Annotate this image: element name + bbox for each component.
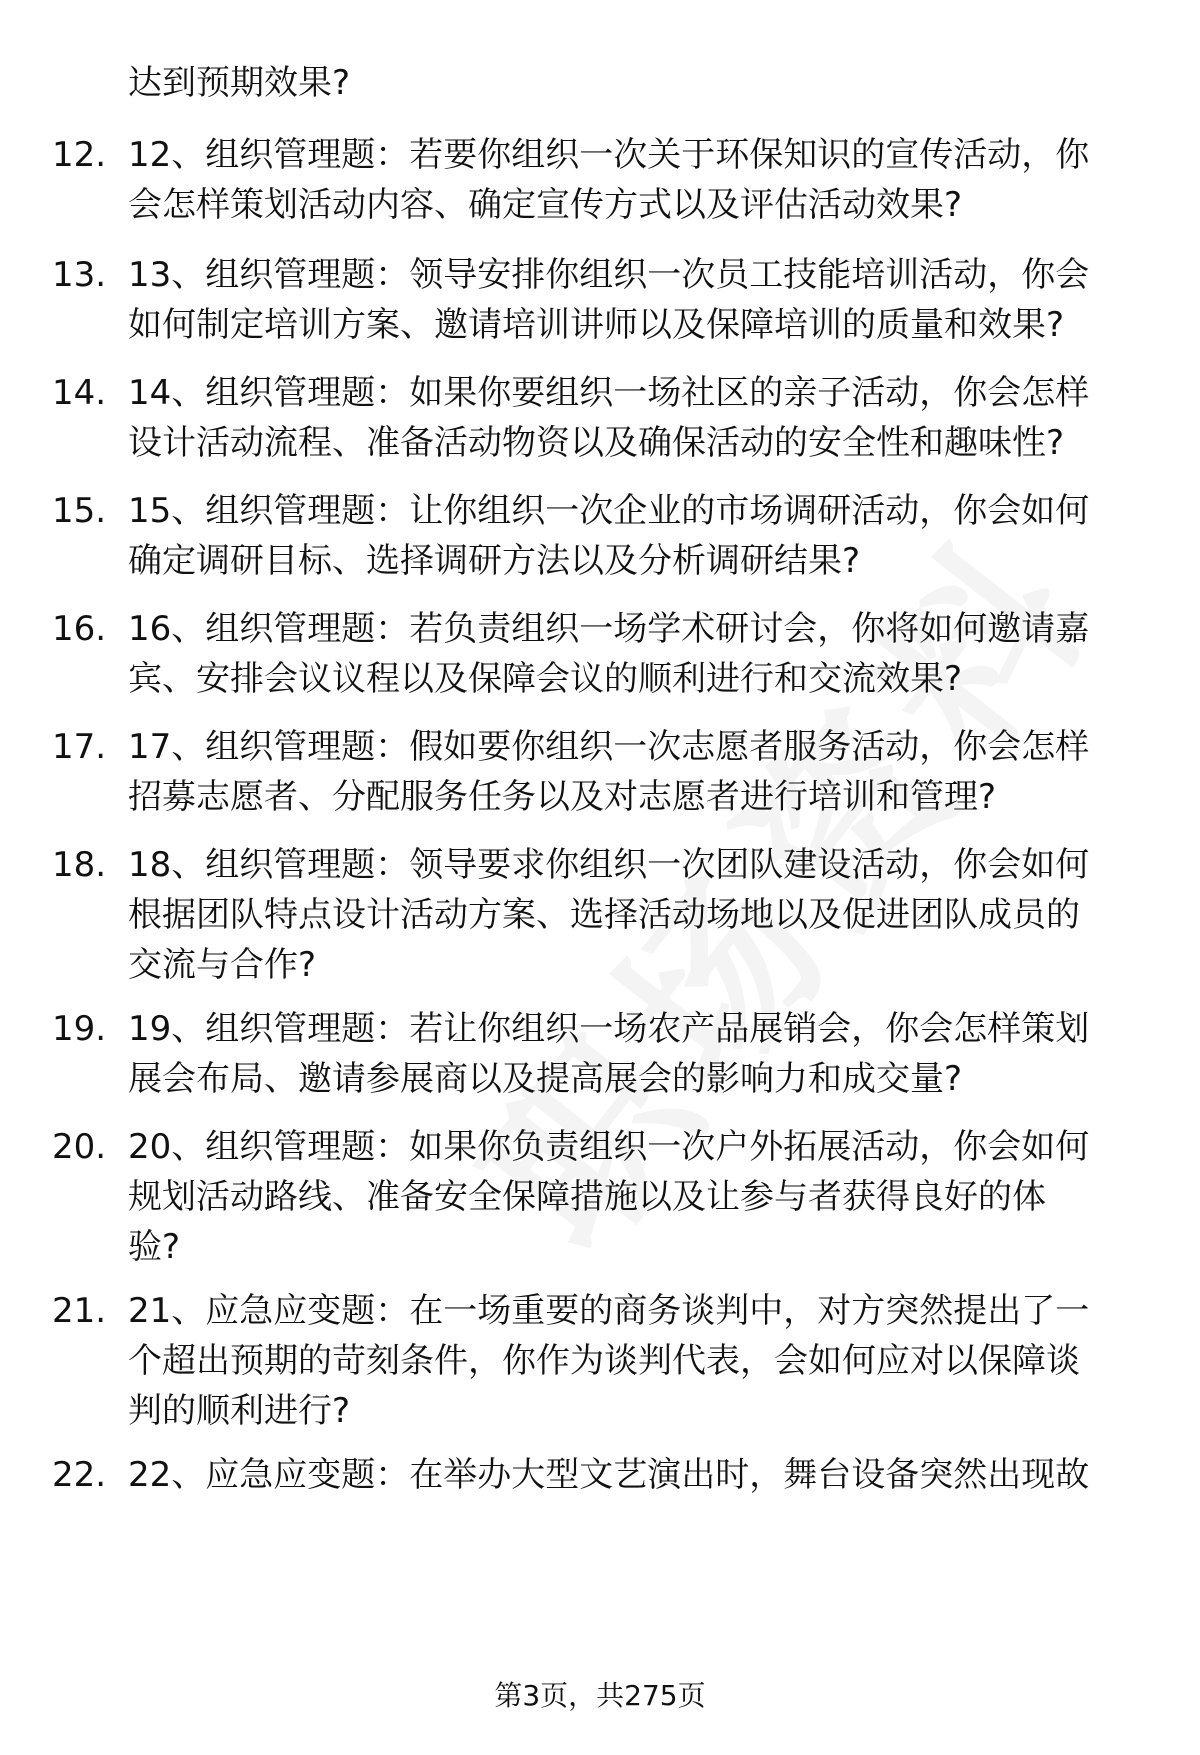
question-text — [128, 1450, 1158, 1500]
question-line: 宾、安排会议议程以及保障会议的顺利进行和交流效果? — [128, 659, 963, 699]
question-line: 规划活动路线、准备安全保障措施以及让参与者获得良好的体 — [128, 1177, 1046, 1217]
question-line: 17、组织管理题：假如要你组织一次志愿者服务活动，你会怎样 — [128, 727, 1090, 767]
continuation-text: 达到预期效果? — [128, 63, 351, 103]
question-line: 22、应急应变题：在举办大型文艺演出时，舞台设备突然出现故 — [128, 1455, 1090, 1495]
question-line: 判的顺利进行? — [128, 1391, 351, 1431]
question-number: 18. — [52, 845, 107, 885]
question-number: 17. — [52, 727, 107, 767]
question-line: 验? — [128, 1227, 181, 1267]
question-line: 确定调研目标、选择调研方法以及分析调研结果? — [128, 541, 861, 581]
question-line: 20、组织管理题：如果你负责组织一次户外拓展活动，你会如何 — [128, 1127, 1090, 1167]
question-line: 展会布局、邀请参展商以及提高展会的影响力和成交量? — [128, 1059, 963, 1099]
question-number: 15. — [52, 491, 107, 531]
question-number: 12. — [52, 135, 107, 175]
question-line: 会怎样策划活动内容、确定宣传方式以及评估活动效果? — [128, 185, 963, 225]
question-text — [128, 1004, 1158, 1104]
question-number: 20. — [52, 1127, 107, 1167]
question-line: 个超出预期的苛刻条件，你作为谈判代表，会如何应对以保障谈 — [128, 1341, 1080, 1381]
question-text — [128, 1286, 1158, 1436]
question-text — [128, 840, 1158, 990]
question-line: 招募志愿者、分配服务任务以及对志愿者进行培训和管理? — [128, 777, 997, 817]
question-number: 22. — [52, 1455, 107, 1495]
page-footer: 第3页，共275页 — [494, 1679, 706, 1712]
question-number: 13. — [52, 255, 107, 295]
question-text — [128, 130, 1158, 230]
question-text — [128, 486, 1158, 586]
question-text — [128, 1122, 1158, 1272]
question-text — [128, 368, 1158, 468]
question-line: 15、组织管理题：让你组织一次企业的市场调研活动，你会如何 — [128, 491, 1090, 531]
question-text — [128, 722, 1158, 822]
question-number: 19. — [52, 1009, 107, 1049]
question-number: 21. — [52, 1291, 107, 1331]
question-number: 14. — [52, 373, 107, 413]
question-line: 16、组织管理题：若负责组织一场学术研讨会，你将如何邀请嘉 — [128, 609, 1090, 649]
question-line: 如何制定培训方案、邀请培训讲师以及保障培训的质量和效果? — [128, 305, 1065, 345]
question-text — [128, 250, 1158, 350]
question-number: 16. — [52, 609, 107, 649]
question-line: 21、应急应变题：在一场重要的商务谈判中，对方突然提出了一 — [128, 1291, 1090, 1331]
question-line: 设计活动流程、准备活动物资以及确保活动的安全性和趣味性? — [128, 423, 1065, 463]
question-line: 18、组织管理题：领导要求你组织一次团队建设活动，你会如何 — [128, 845, 1090, 885]
question-line: 12、组织管理题：若要你组织一次关于环保知识的宣传活动，你 — [128, 135, 1090, 175]
question-line: 13、组织管理题：领导安排你组织一次员工技能培训活动，你会 — [128, 255, 1090, 295]
question-line: 19、组织管理题：若让你组织一场农产品展销会，你会怎样策划 — [128, 1009, 1090, 1049]
question-line: 根据团队特点设计活动方案、选择活动场地以及促进团队成员的 — [128, 895, 1080, 935]
question-line: 交流与合作? — [128, 945, 317, 985]
question-line: 14、组织管理题：如果你要组织一场社区的亲子活动，你会怎样 — [128, 373, 1090, 413]
question-text — [128, 604, 1158, 704]
